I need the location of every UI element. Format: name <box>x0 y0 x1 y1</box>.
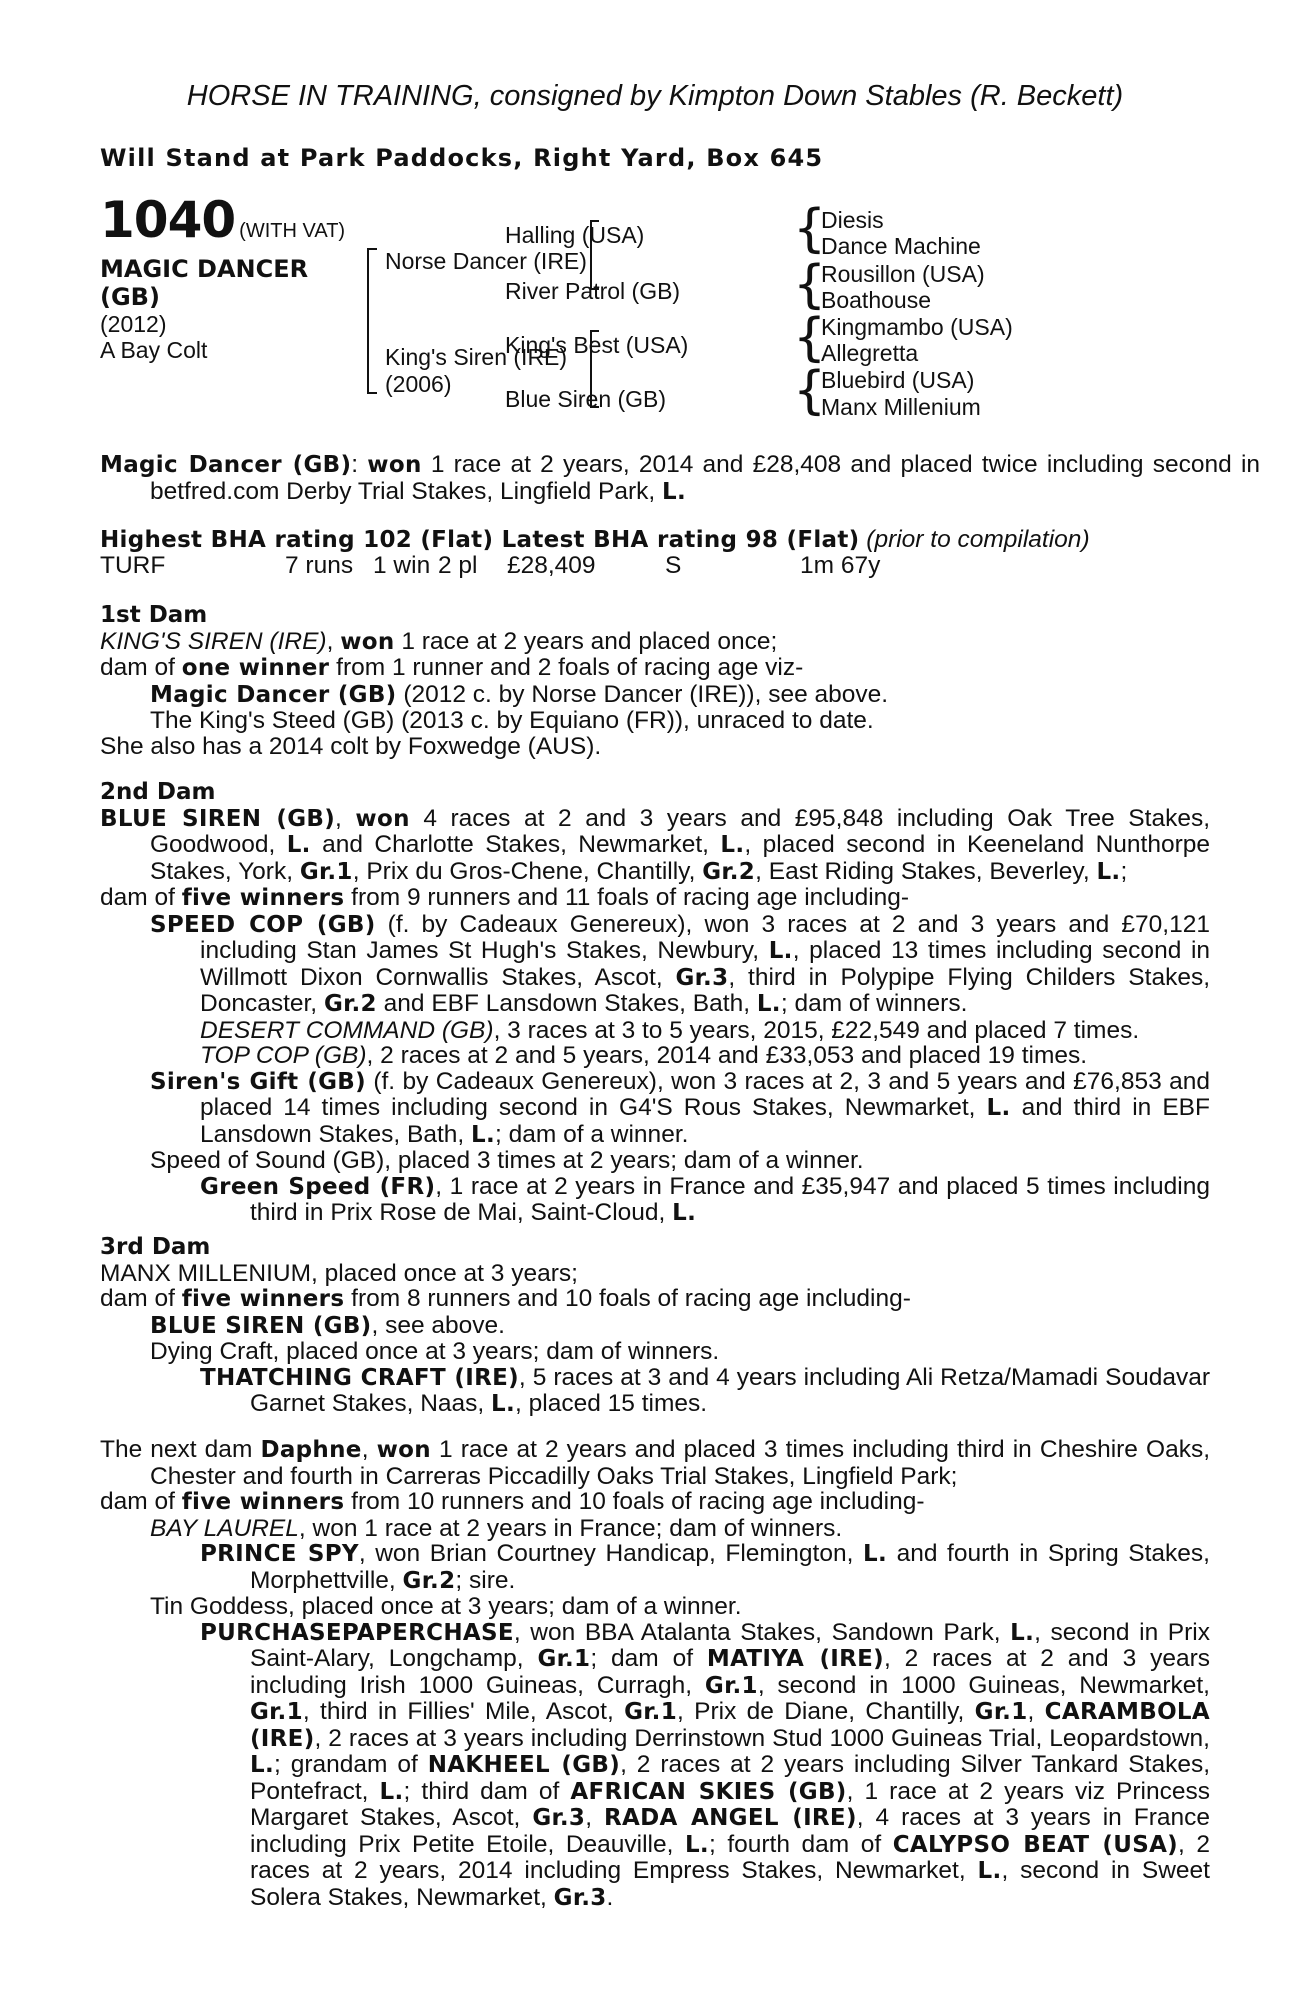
sds: Rousillon (USA) <box>821 261 985 287</box>
text-span: Tin Goddess, placed once at 3 years; dam of a winner. <box>150 1593 742 1620</box>
text-span: AFRICAN SKIES (GB) <box>570 1778 847 1805</box>
bha-rating <box>100 527 1210 554</box>
text-span: 4 races at 2 and 3 years and £95,848 including Oak Tree Stakes, Goodwood, <box>150 804 1211 858</box>
text-span: , placed 15 times. <box>515 1390 708 1417</box>
text-span: Magic Dancer (GB) <box>100 452 352 478</box>
text-span: ; sire. <box>455 1566 516 1594</box>
text-span: , third in Fillies' Mile, Ascot, <box>302 1698 614 1725</box>
text-span: , <box>1027 1698 1035 1725</box>
text-span: Gr.1 <box>299 858 353 885</box>
text-span: The next dam <box>100 1436 253 1463</box>
text-span: ; dam of <box>590 1645 693 1672</box>
text-span: dam of <box>100 1488 175 1515</box>
text-span: S <box>665 552 682 579</box>
text-span: L. <box>986 1095 1011 1121</box>
third-dam-section <box>100 1235 1210 1418</box>
brace-glyph: { <box>793 361 827 421</box>
text-span: ; dam of winners. <box>780 990 968 1017</box>
brace-glyph: { <box>793 308 827 368</box>
text-span: L. <box>1010 1619 1035 1646</box>
text-span: 2 pl <box>438 552 478 579</box>
text-span: L. <box>862 1541 887 1567</box>
text-span: She also has a 2014 colt by Foxwedge (AUS). <box>100 732 602 760</box>
dam: King's Siren (IRE) <box>385 344 568 370</box>
brace-glyph: { <box>793 255 827 315</box>
dsd: Allegretta <box>821 340 919 366</box>
text-span: Green Speed (FR) <box>200 1173 436 1200</box>
sire: Norse Dancer (IRE) <box>385 248 587 274</box>
text-span: Gr.3 <box>675 964 729 991</box>
text-span: from 8 runners and 10 foals of racing age including- <box>351 1285 911 1312</box>
text-span: Gr.1 <box>250 1699 303 1725</box>
text-span: , 2 races at 3 years including Derrinstown Stud 1000 Guineas Trial, Leopardstown, <box>314 1724 1210 1752</box>
text-span: THATCHING CRAFT (IRE) <box>200 1364 519 1391</box>
text-span: Gr.1 <box>537 1646 591 1672</box>
text-span: one winner <box>181 655 330 681</box>
text-span: 1m 67y <box>800 552 881 579</box>
text-span: BAY LAUREL <box>150 1514 299 1542</box>
section-heading: 3rd Dam <box>100 1234 211 1260</box>
vat-note: (WITH VAT) <box>239 220 346 242</box>
text-span: L. <box>684 1831 709 1858</box>
text-span: L. <box>286 832 311 858</box>
consignment-header: HORSE IN TRAINING, consigned by Kimpton Down Stables (R. Beckett) <box>186 80 1124 112</box>
sdd: Boathouse <box>821 287 931 313</box>
dam-sire: King's Best (USA) <box>505 332 689 358</box>
text-span: Magic Dancer (GB) <box>150 681 397 708</box>
lot-number: 1040 <box>100 191 236 249</box>
text-span: £28,409 <box>507 552 596 579</box>
brace-glyph: { <box>793 199 827 259</box>
dam-dam: Blue Siren (GB) <box>505 386 667 412</box>
text-span: , 5 races at 3 and 4 years including Ali Retza/Mamadi Soudavar Garnet Stakes, Naas, <box>250 1363 1210 1417</box>
text-span: 1 race at 2 years and placed once; <box>401 627 778 655</box>
text-span: , second in Sweet Solera Stakes, Newmarket, <box>250 1857 1210 1911</box>
text-span: (prior to compilation) <box>866 526 1090 553</box>
text-span: , placed 13 times including second in Willmott Dixon Cornwallis Stakes, Ascot, <box>200 937 1211 991</box>
foaling-year: (2012) <box>100 310 167 337</box>
text-span: MATIYA (IRE) <box>706 1646 884 1672</box>
text-span: Gr.2 <box>702 858 756 885</box>
ssd: Dance Machine <box>821 233 981 259</box>
text-span: BLUE SIREN (GB) <box>100 805 336 832</box>
text-span: L. <box>491 1391 516 1417</box>
text-span: and fourth in Spring Stakes, Morphettville, <box>250 1540 1210 1594</box>
text-span: Daphne <box>260 1437 362 1463</box>
text-span: , placed second in Keeneland Nunthorpe Stakes, York, <box>150 831 1211 885</box>
text-span: dam of <box>100 1285 175 1312</box>
text-span: TOP COP (GB) <box>200 1042 367 1069</box>
text-span: , third in Polypipe Flying Childers Stakes, Doncaster, <box>200 963 1210 1017</box>
horse-name <box>100 255 345 311</box>
text-span: , 2 races at 2 and 5 years, 2014 and £33,053 and placed 19 times. <box>366 1042 1088 1069</box>
section-heading: 1st Dam <box>100 602 208 628</box>
text-span: (GB) <box>100 282 160 311</box>
text-span: Gr.3 <box>532 1805 586 1831</box>
text-span: , 3 races at 3 to 5 years, 2015, £22,549 and placed 7 times. <box>493 1016 1140 1044</box>
text-span: MAGIC DANCER <box>100 254 309 283</box>
sire-sire: Halling (USA) <box>505 222 645 248</box>
text-span: Siren's Gift (GB) <box>150 1068 366 1095</box>
text-span: Gr.3 <box>553 1884 607 1911</box>
text-span: , second in Prix Saint-Alary, Longchamp, <box>250 1618 1210 1672</box>
text-span: , 1 race at 2 years viz Princess Margaret Stakes, Ascot, <box>250 1777 1210 1831</box>
text-span: 1 win <box>373 552 431 579</box>
text-span: PRINCE SPY <box>200 1541 359 1567</box>
text-span: L. <box>768 938 793 964</box>
next-dam-section: The next dam Daphne, won 1 race at 2 years and placed 3 times including third in Cheshire Oaks, Chester and fourth in Carreras Piccadilly Oaks Trial Stakes, Lingfield Park; dam of five winners from 10 runners and 10 foals of racing age including- BAY LAUREL, won 1 race at 2 years in France; dam of winners. PRINCE SPY, won Brian Courtney Handicap, Flemington, L. and fourth in Spring Stakes, Morphettville, Gr.2; sire. Tin Goddess, placed once at 3 years; dam of a winner. PURCHASEPAPERCHASE, won BBA Atalanta Stakes, Sandown Park, L., second in Prix Saint-Alary, Longchamp, Gr.1; dam of MATIYA (IRE), 2 races at 2 and 3 years including Irish 1000 Guineas, Curragh, Gr.1, second in 1000 Guineas, Newmarket, Gr.1, third in Fillies' Mile, Ascot, Gr.1, Prix de Diane, Chantilly, Gr.1, CARAMBOLA (IRE), 2 races at 3 years including Derrinstown Stud 1000 Guineas Trial, Leopardstown, L.; grandam of NAKHEEL (GB), 2 races at 2 years including Silver Tankard Stakes, Pontefract, L.; third dam of AFRICAN SKIES (GB), 1 race at 2 years viz Princess Margaret Stakes, Ascot, Gr.3, RADA ANGEL (IRE), 4 races at 3 years in France including Prix Petite Etoile, Deauville, L.; fourth dam of CALYPSO BEAT (USA), 2 races at 2 years, 2014 including Empress Stakes, Newmarket, L., second in Sweet Solera Stakes, Newmarket, Gr.3. <box>100 1436 1211 1911</box>
text-span: , Prix du Gros-Chene, Chantilly, <box>352 857 696 885</box>
text-span: L. <box>379 1778 404 1805</box>
text-span: 1 race at 2 years, 2014 and £28,408 and placed twice including second in betfred.com Derby Trial Stakes, Lingfield Park, <box>150 451 1261 505</box>
turf-record <box>100 553 1210 579</box>
text-span: and Charlotte Stakes, Newmarket, <box>322 831 709 858</box>
text-span: PURCHASEPAPERCHASE <box>200 1619 514 1646</box>
text-span: SPEED COP (GB) <box>150 911 376 938</box>
second-dam-section: 2nd Dam BLUE SIREN (GB), won 4 races at 2 and 3 years and £95,848 including Oak Tree Stakes, Goodwood, L. and Charlotte Stakes, Newmarket, L., placed second in Keeneland Nunthorpe Stakes, York, Gr.1, Prix du Gros-Chene, Chantilly, Gr.2, East Riding Stakes, Beverley, L.; dam of five winners from 9 runners and 11 foals of racing age including- SPEED COP (GB) (f. by Cadeaux Genereux), won 3 races at 2 and 3 years and £70,121 including Stan James St Hugh's Stakes, Newbury, L., placed 13 times including second in Willmott Dixon Cornwallis Stakes, Ascot, Gr.3, third in Polypipe Flying Childers Stakes, Doncaster, Gr.2 and EBF Lansdown Stakes, Bath, L.; dam of winners. DESERT COMMAND (GB), 3 races at 3 to 5 years, 2015, £22,549 and placed 7 times. TOP COP (GB), 2 races at 2 and 5 years, 2014 and £33,053 and placed 19 times. Siren's Gift (GB) (f. by Cadeaux Genereux), won 3 races at 2, 3 and 5 years and £76,853 and placed 14 times including second in G4'S Rous Stakes, Newmarket, L. and third in EBF Lansdown Stakes, Bath, L.; dam of a winner. Speed of Sound (GB), placed 3 times at 2 years; dam of a winner. Green Speed (FR), 1 race at 2 years in France and £35,947 and placed 5 times including third in Prix Rose de Mai, Saint-Cloud, L. <box>100 779 1211 1226</box>
text-span: L. <box>720 832 745 858</box>
text-span: dam of <box>100 884 175 911</box>
text-span: , won Brian Courtney Handicap, Flemington, <box>358 1540 854 1567</box>
text-span: BLUE SIREN (GB) <box>150 1312 372 1339</box>
text-span: Gr.1 <box>704 1672 758 1699</box>
text-span: and EBF Lansdown Stakes, Bath, <box>383 990 751 1017</box>
text-span: DESERT COMMAND (GB) <box>200 1016 494 1044</box>
text-span: , 4 races at 3 years in France including Prix Petite Etoile, Deauville, <box>250 1804 1211 1858</box>
text-span: Dying Craft, placed once at 3 years; dam of winners. <box>150 1338 720 1365</box>
text-span: won <box>376 1437 431 1463</box>
text-span: L. <box>471 1121 496 1148</box>
text-span: The King's Steed (GB) (2013 c. by Equiano (FR)), unraced to date. <box>150 707 874 734</box>
text-span: won <box>367 452 422 478</box>
text-span: L. <box>1096 858 1121 885</box>
text-span: Gr.1 <box>974 1699 1028 1725</box>
text-span: KING'S SIREN (IRE) <box>100 627 327 655</box>
sire-dam: River Patrol (GB) <box>505 278 681 304</box>
text-span: 7 runs <box>285 552 354 579</box>
text-span: TURF <box>100 552 166 579</box>
first-dam-section: 1st Dam KING'S SIREN (IRE), won 1 race at 2 years and placed once; dam of one winner from 1 runner and 2 foals of racing age viz- Magic Dancer (GB) (2012 c. by Norse Dancer (IRE)), see above. The King's Steed (GB) (2013 c. by Equiano (FR)), unraced to date. She also has a 2014 colt by Foxwedge (AUS). <box>100 603 1210 759</box>
ddd: Manx Millenium <box>821 394 981 420</box>
text-span: five winners <box>181 1489 345 1515</box>
text-span: : <box>351 451 359 478</box>
text-span: L. <box>662 478 687 505</box>
text-span: , Prix de Diane, Chantilly, <box>677 1698 965 1725</box>
text-span: . <box>606 1883 614 1911</box>
text-span: (f. by Cadeaux Genereux), won 3 races at 2, 3 and 5 years and £76,853 and placed 14 times including second in G4'S Rous Stakes, Newmarket, <box>200 1067 1210 1121</box>
text-span: , won BBA Atalanta Stakes, Sandown Park, <box>513 1618 1001 1646</box>
text-span: , 2 races at 2 years, 2014 including Empress Stakes, Newmarket, <box>250 1830 1210 1884</box>
text-span: from 10 runners and 10 foals of racing age including- <box>351 1488 925 1515</box>
text-span: 1 race at 2 years and placed 3 times including third in Cheshire Oaks, Chester and fourth in Carreras Piccadilly Oaks Trial Stakes, Lingfield Park; <box>150 1436 1211 1490</box>
text-span: dam of <box>100 654 175 681</box>
text-span: won <box>340 628 395 655</box>
dam-year: (2006) <box>385 371 452 397</box>
text-span: (f. by Cadeaux Genereux), won 3 races at 2 and 3 years and £70,121 including Stan James St Hugh's Stakes, Newbury, <box>200 910 1210 964</box>
text-span: ; third dam of <box>403 1777 560 1805</box>
text-span: L. <box>250 1752 274 1778</box>
text-span: Gr.2 <box>323 991 377 1017</box>
text-span: , East Riding Stakes, Beverley, <box>755 857 1090 885</box>
text-span: Speed of Sound (GB), placed 3 times at 2 years; dam of a winner. <box>150 1147 864 1174</box>
text-span: won <box>355 805 410 832</box>
text-span: L. <box>672 1200 697 1226</box>
dss: Kingmambo (USA) <box>821 314 1013 340</box>
text-span: L. <box>977 1858 1002 1884</box>
text-span: , <box>585 1804 593 1831</box>
text-span: , 2 races at 2 years including Silver Tankard Stakes, Pontefract, <box>250 1751 1211 1805</box>
section-heading: 2nd Dam <box>100 779 216 805</box>
text-span: RADA ANGEL (IRE) <box>603 1805 857 1831</box>
text-span: Highest BHA rating 102 (Flat) Latest BHA rating 98 (Flat) <box>100 527 860 553</box>
text-span: ; fourth dam of <box>708 1830 882 1858</box>
text-span: ; dam of a winner. <box>495 1120 689 1148</box>
text-span: L. <box>756 991 781 1017</box>
text-span: Gr.1 <box>624 1699 677 1725</box>
text-span: , second in 1000 Guineas, Newmarket, <box>757 1671 1210 1699</box>
text-span: , 1 race at 2 years in France and £35,947 and placed 5 times including third in Prix Rose de Mai, Saint-Cloud, <box>250 1172 1211 1226</box>
text-span: CALYPSO BEAT (USA) <box>892 1831 1178 1858</box>
text-span: Gr.2 <box>402 1567 456 1594</box>
dds: Bluebird (USA) <box>821 367 975 393</box>
text-span: from 1 runner and 2 foals of racing age viz- <box>336 654 804 681</box>
text-span: five winners <box>181 1286 345 1312</box>
text-span: NAKHEEL (GB) <box>427 1752 621 1778</box>
text-span: , won 1 race at 2 years in France; dam of winners. <box>298 1514 843 1542</box>
text-span: ; grandam of <box>274 1751 418 1778</box>
text-span: MANX MILLENIUM, placed once at 3 years; <box>100 1259 578 1287</box>
sss: Diesis <box>821 207 884 233</box>
text-span: CARAMBOLA (IRE) <box>250 1699 1210 1752</box>
text-span: and third in EBF Lansdown Stakes, Bath, <box>200 1094 1210 1148</box>
text-span: from 9 runners and 11 foals of racing age including- <box>351 884 910 911</box>
text-span: ; <box>1120 857 1128 885</box>
race-summary <box>100 452 1260 505</box>
text-span: , see above. <box>371 1311 505 1339</box>
text-span: (2012 c. by Norse Dancer (IRE)), see above. <box>403 680 889 708</box>
lot-block <box>100 191 346 363</box>
text-span: , 2 races at 2 and 3 years including Irish 1000 Guineas, Curragh, <box>250 1645 1210 1699</box>
horse-description: A Bay Colt <box>100 336 208 363</box>
text-span: five winners <box>181 885 345 911</box>
stand-location: Will Stand at Park Paddocks, Right Yard, Box 645 <box>100 144 824 172</box>
